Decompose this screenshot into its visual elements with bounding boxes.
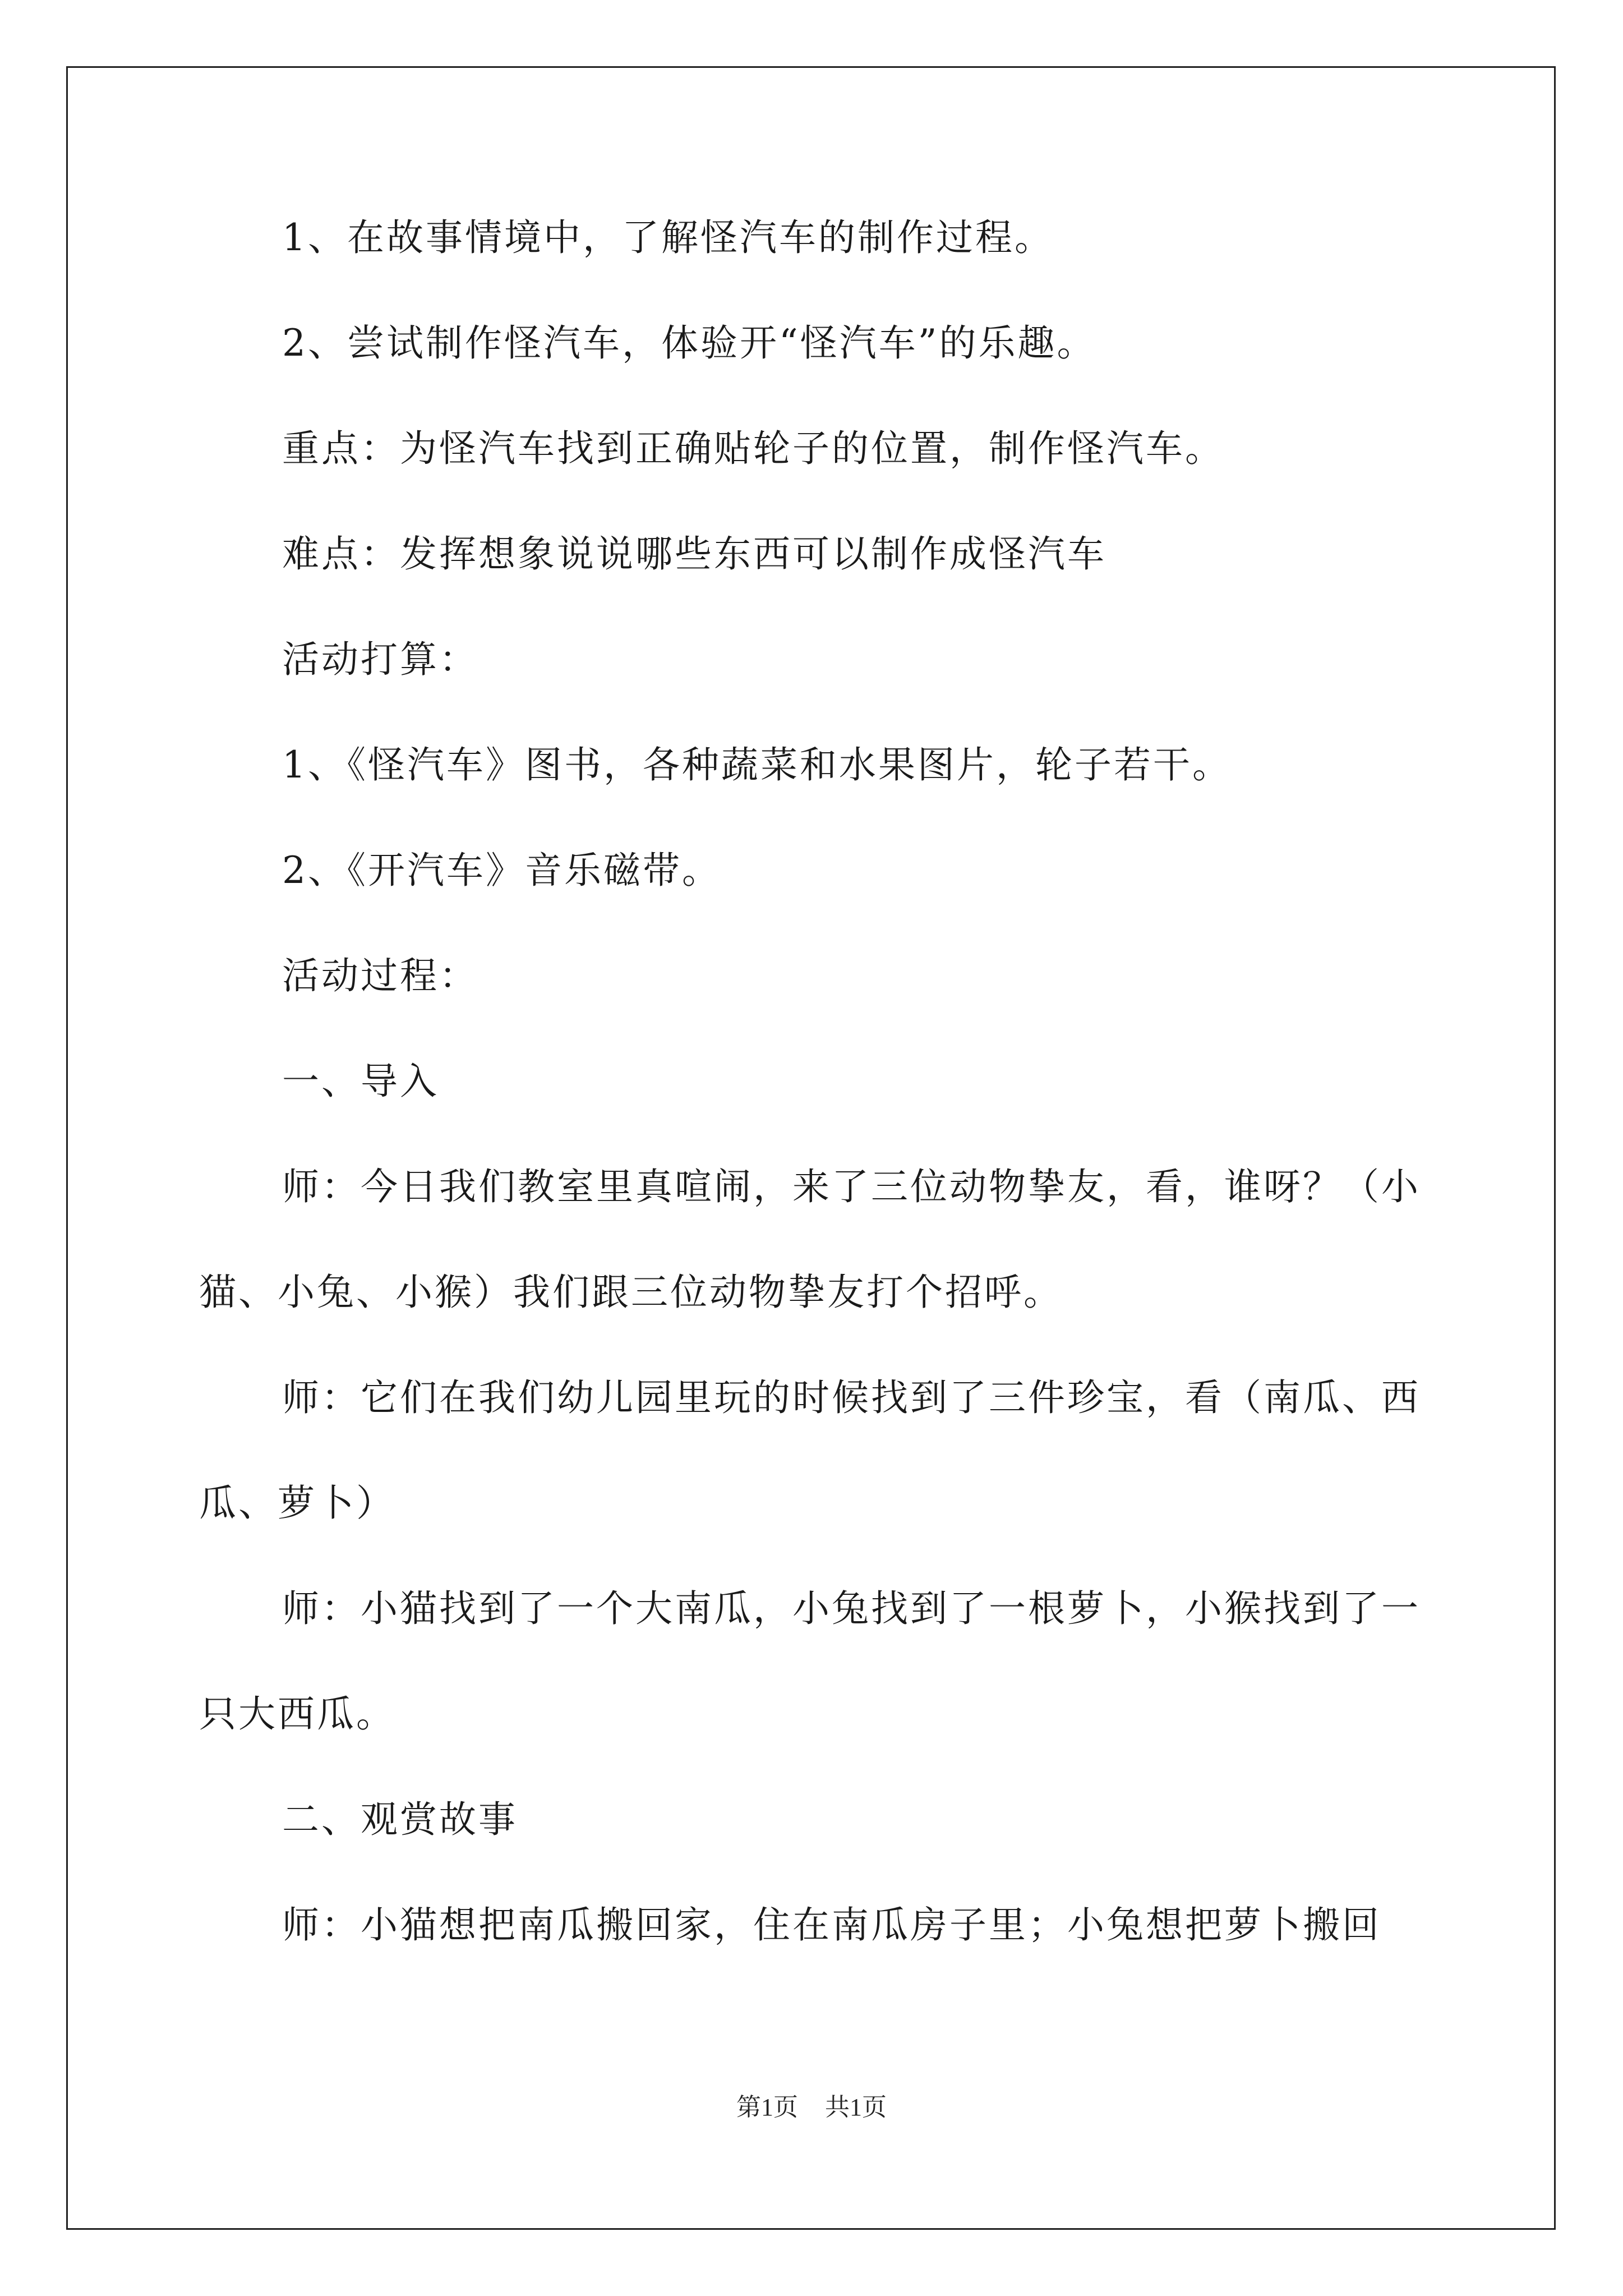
paragraph: 重点：为怪汽车找到正确贴轮子的位置，制作怪汽车。 xyxy=(282,427,1224,470)
document-body xyxy=(199,185,1433,1978)
paragraph: 难点：发挥想象说说哪些东西可以制作成怪汽车 xyxy=(282,532,1106,576)
page-footer xyxy=(0,2087,1623,2123)
section-heading: 一、导入 xyxy=(282,1060,439,1103)
page-number: 第1页 xyxy=(736,2093,798,2121)
section-heading: 二、观赏故事 xyxy=(282,1798,518,1841)
section-heading: 活动过程： xyxy=(282,954,478,997)
paragraph: 2、《开汽车》音乐磁带。 xyxy=(282,849,721,892)
paragraph: 师：小猫找到了一个大南瓜，小兔找到了一根萝卜，小猴找到了一只大西瓜。 xyxy=(199,1587,1421,1736)
page-total: 共1页 xyxy=(825,2093,887,2121)
paragraph: 师：今日我们教室里真喧闹，来了三位动物挚友，看，谁呀？（小猫、小兔、小猴）我们跟三位动物挚友打个招呼。 xyxy=(199,1165,1421,1314)
paragraph: 1、在故事情境中，了解怪汽车的制作过程。 xyxy=(282,216,1054,259)
paragraph: 1、《怪汽车》图书，各种蔬菜和水果图片，轮子若干。 xyxy=(282,743,1232,786)
paragraph: 师：小猫想把南瓜搬回家，住在南瓜房子里；小兔想把萝卜搬回 xyxy=(282,1903,1381,1947)
section-heading: 活动打算： xyxy=(282,638,478,681)
paragraph: 师：它们在我们幼儿园里玩的时候找到了三件珍宝，看（南瓜、西瓜、萝卜） xyxy=(199,1376,1421,1525)
paragraph: 2、尝试制作怪汽车，体验开“怪汽车”的乐趣。 xyxy=(282,321,1096,365)
